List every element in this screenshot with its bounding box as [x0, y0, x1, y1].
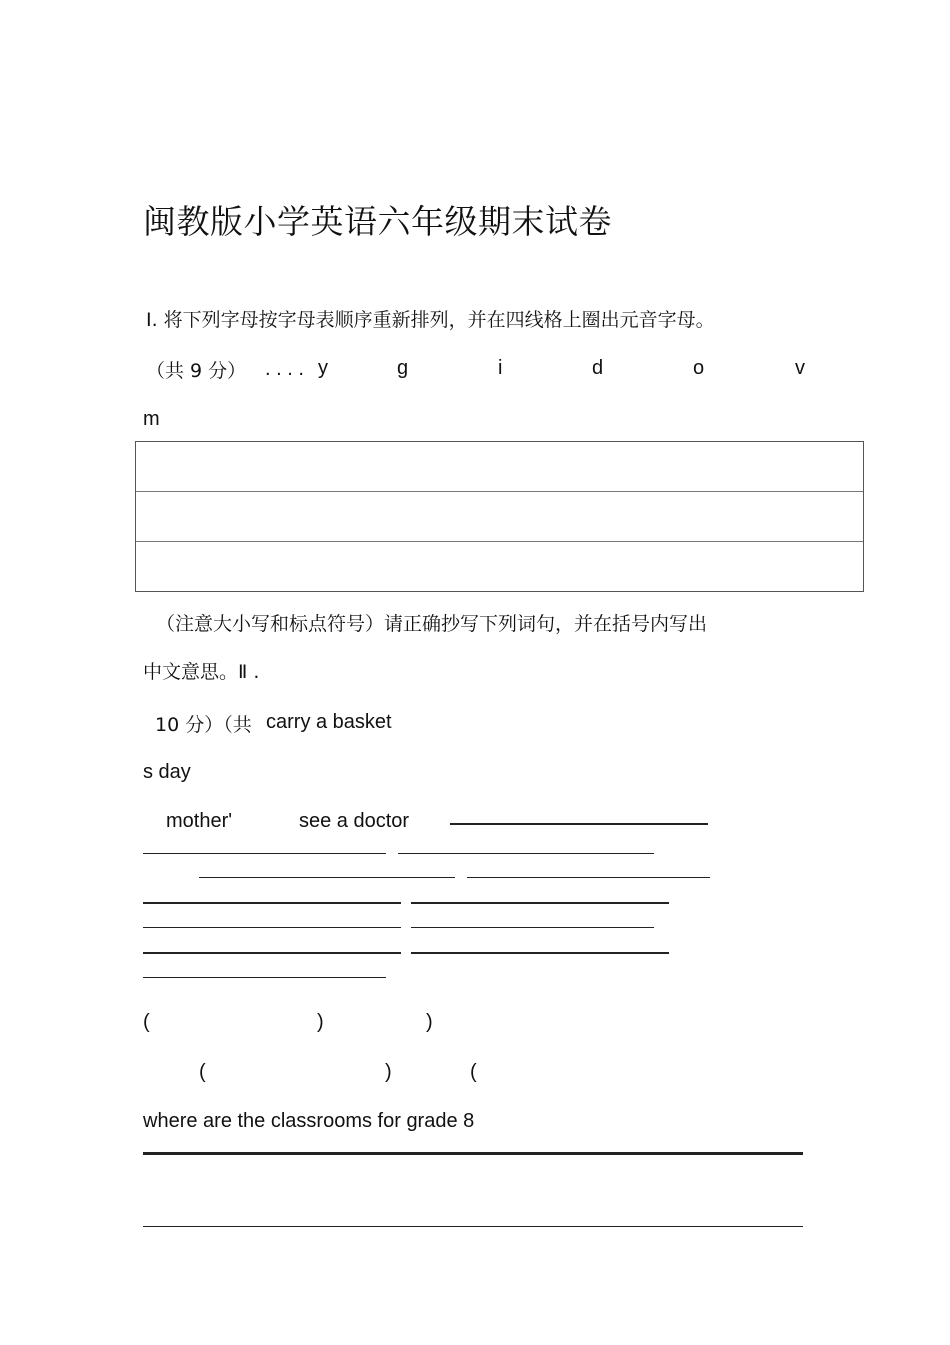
answer-line[interactable] — [199, 877, 455, 878]
answer-line[interactable] — [143, 902, 401, 904]
paren-close: ) — [385, 1061, 392, 1083]
answer-line[interactable] — [143, 927, 401, 928]
section2-instruction-line2: 中文意思。Ⅱ . — [143, 661, 260, 683]
answer-line[interactable] — [411, 902, 669, 904]
phrase-see-a-doctor: see a doctor — [299, 810, 410, 832]
letter-3: i — [498, 357, 503, 379]
section1-dots: . . . . — [265, 358, 304, 380]
paren-open: ( — [199, 1061, 206, 1083]
answer-line[interactable] — [398, 853, 654, 854]
letter-4: d — [592, 357, 604, 379]
page-title: 闽教版小学英语六年级期末试卷 — [143, 202, 612, 241]
paren-close: ) — [317, 1011, 324, 1033]
sentence-classrooms: where are the classrooms for grade 8 — [143, 1110, 475, 1132]
section1-score: （共 9 分） — [146, 360, 247, 382]
phrase-s-day: s day — [143, 761, 191, 783]
letter-2: g — [397, 357, 409, 379]
answer-line[interactable] — [143, 952, 401, 954]
section1-instruction: Ⅰ. 将下列字母按字母表顺序重新排列，并在四线格上圈出元音字母。 — [146, 309, 715, 331]
section2-instruction-line1: （注意大小写和标点符号）请正确抄写下列词句，并在括号内写出 — [156, 613, 708, 635]
answer-line[interactable] — [411, 927, 654, 928]
answer-line[interactable] — [143, 977, 386, 978]
four-line-grid[interactable] — [135, 441, 864, 592]
answer-line[interactable] — [450, 823, 708, 825]
paren-close: ) — [426, 1011, 433, 1033]
grid-row — [136, 542, 863, 591]
answer-line[interactable] — [467, 877, 710, 878]
phrase-mother: mother' — [166, 810, 233, 832]
section2-score: 10 分）（共 — [155, 714, 252, 736]
phrase-carry-a-basket: carry a basket — [266, 711, 392, 733]
answer-line[interactable] — [411, 952, 669, 954]
grid-row — [136, 442, 863, 492]
answer-line[interactable] — [143, 853, 386, 854]
letter-1: y — [318, 357, 328, 379]
grid-row — [136, 492, 863, 542]
paren-open: ( — [143, 1011, 150, 1033]
sentence-answer-line[interactable] — [143, 1226, 803, 1227]
sentence-answer-line[interactable] — [143, 1152, 803, 1155]
letter-7: m — [143, 408, 160, 430]
letter-6: v — [795, 357, 805, 379]
letter-5: o — [693, 357, 705, 379]
paren-open: ( — [470, 1061, 477, 1083]
